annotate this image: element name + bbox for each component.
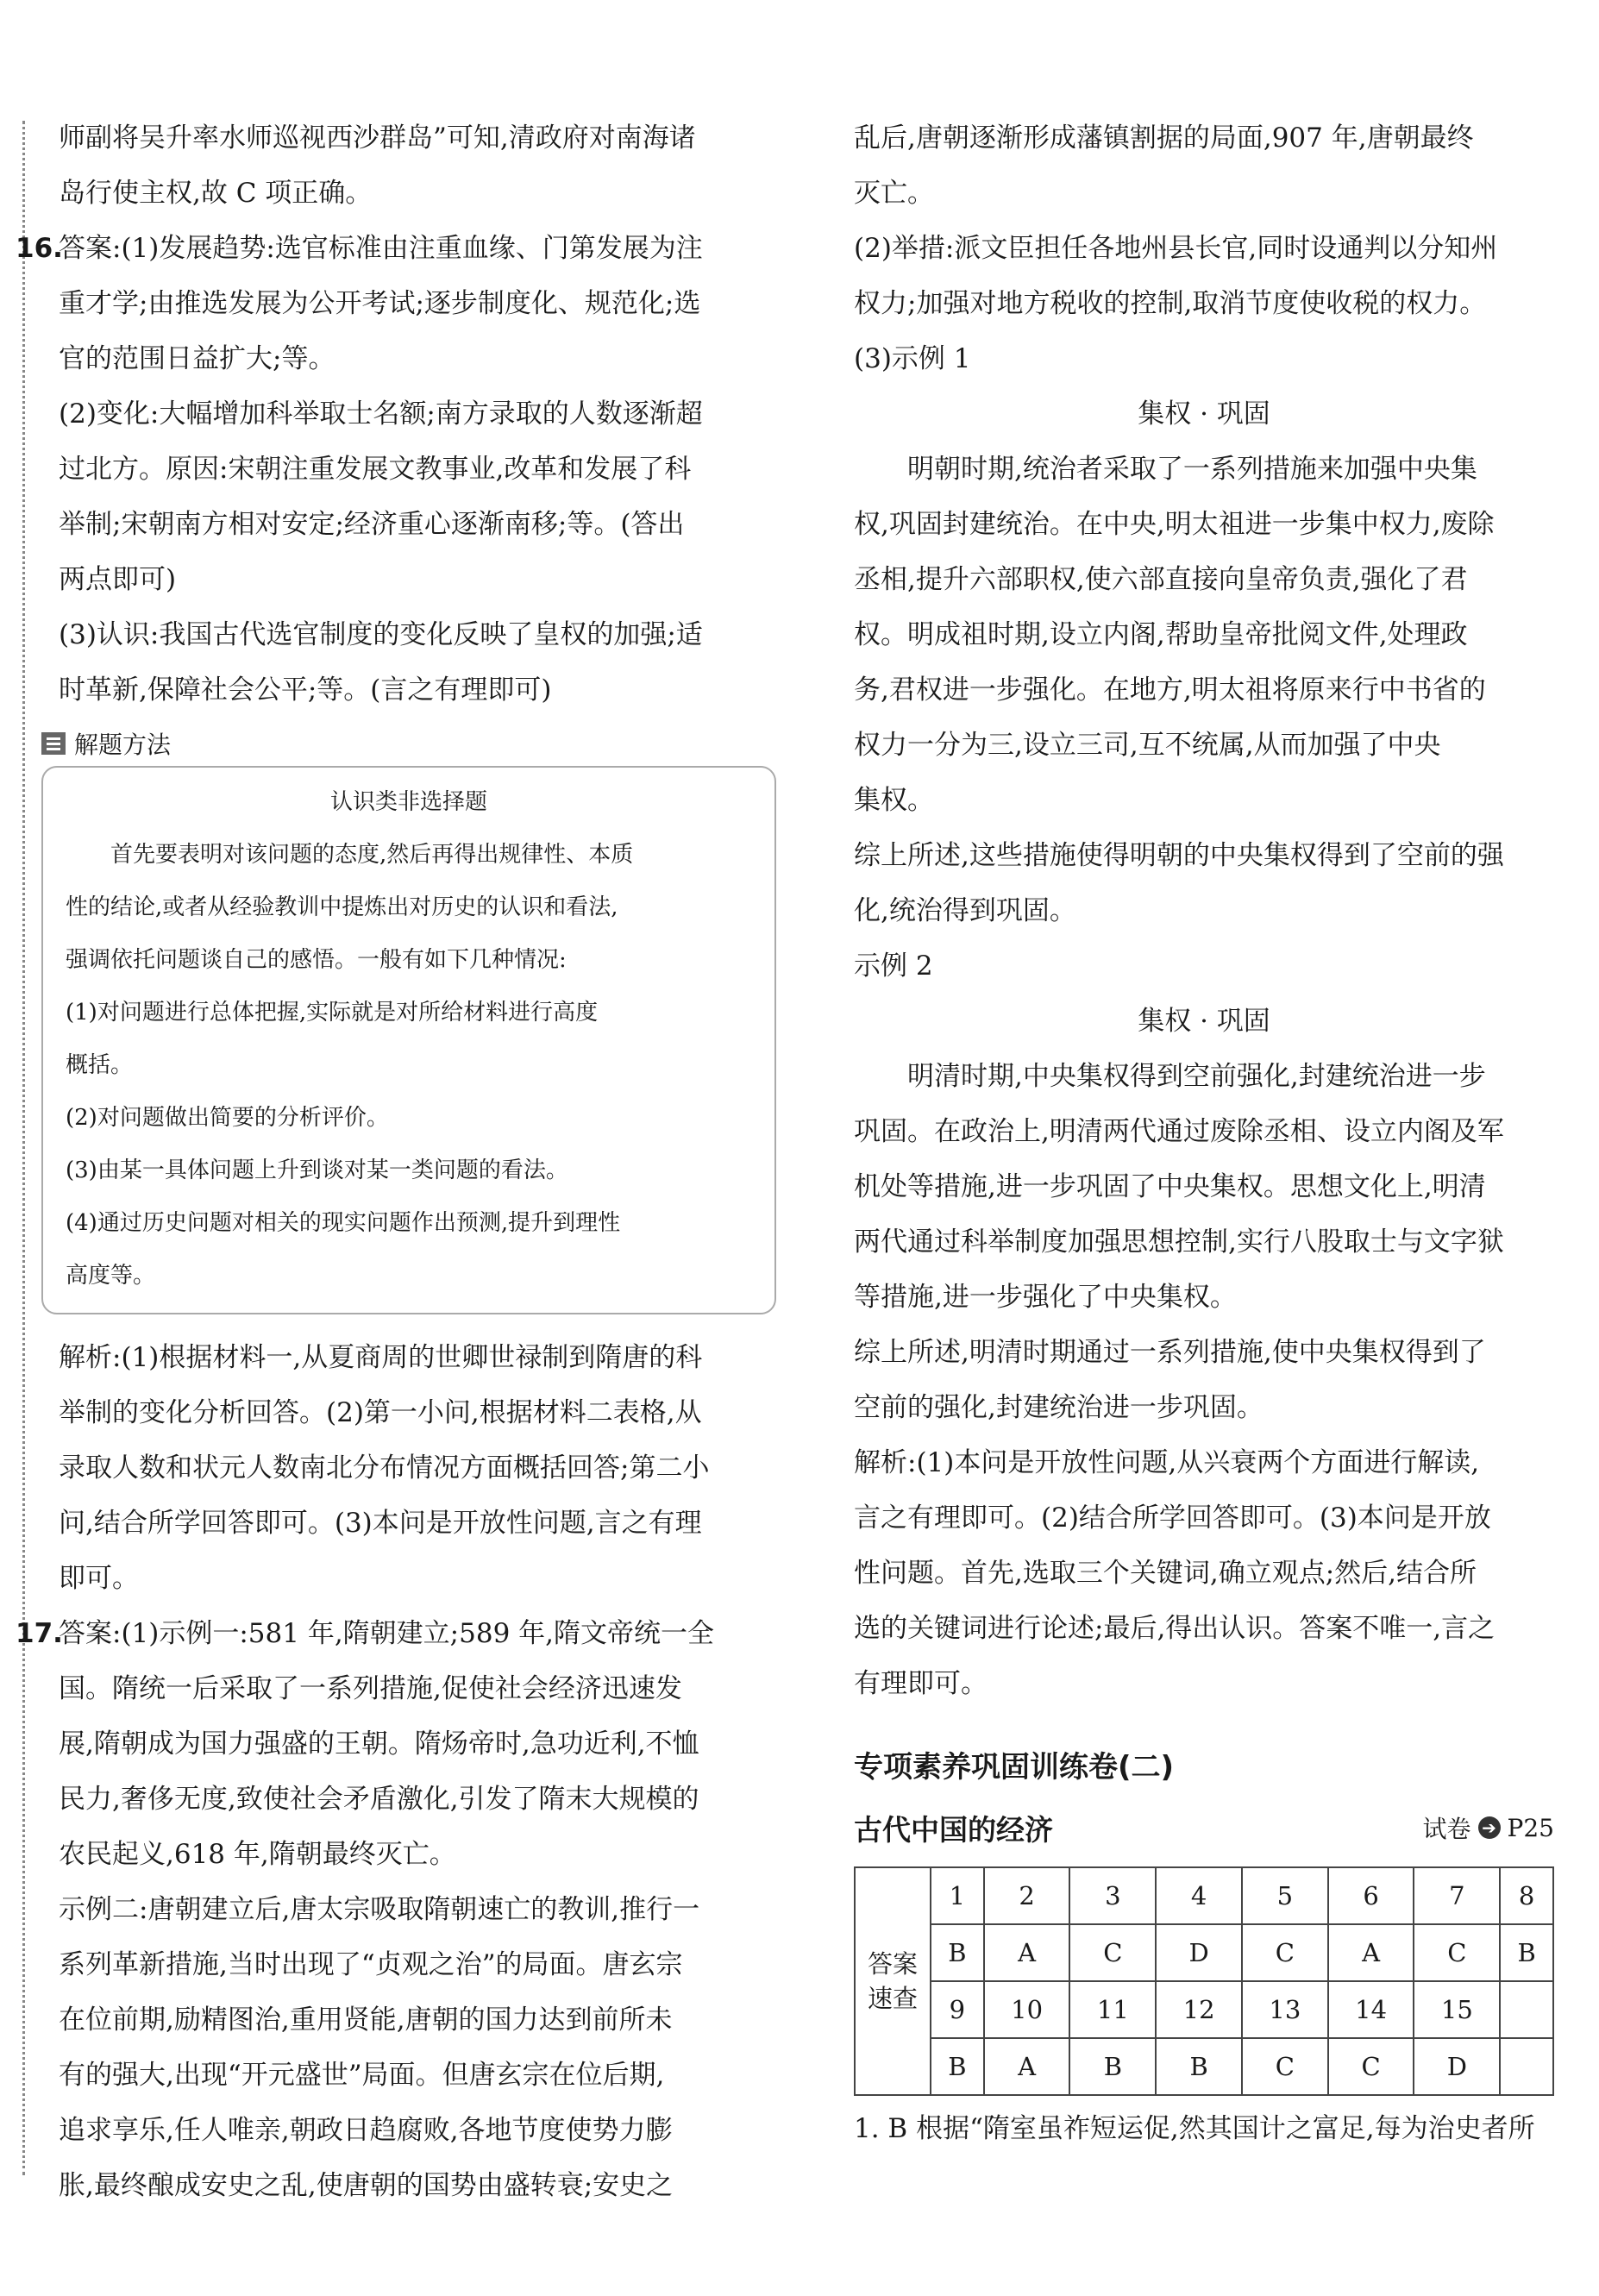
table-cell: 13 <box>1242 1981 1328 2038</box>
answer-line: 官的范围日益扩大;等。 <box>59 343 335 374</box>
answer-table <box>854 1866 1554 2096</box>
text-line: 岛行使主权,故 C 项正确。 <box>59 178 373 209</box>
table-cell: A <box>984 1924 1070 1981</box>
answer-line: 答案:(1)发展趋势:选官标准由注重血缘、门第发展为注 <box>59 233 703 264</box>
page-reference <box>1423 1810 1554 1845</box>
answer-line: 国。隋统一后采取了一系列措施,促使社会经济迅速发 <box>59 1673 682 1704</box>
table-row <box>855 1867 1553 1924</box>
summary-line: 空前的强化,封建统治进一步巩固。 <box>854 1392 1264 1423</box>
answer-line: 时革新,保障社会公平;等。(言之有理即可) <box>59 674 552 706</box>
table-cell: 10 <box>984 1981 1070 2038</box>
table-cell: D <box>1156 1924 1242 1981</box>
method-line: 性的结论,或者从经验教训中提炼出对历史的认识和看法, <box>66 894 618 920</box>
analysis-line: 解析:(1)本问是开放性问题,从兴衰两个方面进行解读, <box>854 1447 1480 1478</box>
example-1-essay <box>854 442 1554 828</box>
table-cell <box>1500 1981 1553 2038</box>
answer-line: (3)示例 1 <box>854 343 971 374</box>
analysis-17 <box>854 1435 1554 1711</box>
answer-17-continued <box>854 110 1554 386</box>
method-heading <box>41 725 776 762</box>
answer-line: 农民起义,618 年,隋朝最终灭亡。 <box>59 1839 456 1870</box>
table-cell: 2 <box>984 1867 1070 1924</box>
method-title: 认识类非选择题 <box>329 789 487 815</box>
table-cell: 7 <box>1414 1867 1500 1924</box>
table-cell: B <box>931 2038 984 2095</box>
table-cell <box>1500 2038 1553 2095</box>
analysis-line: 问,结合所学回答即可。(3)本问是开放性问题,言之有理 <box>59 1508 702 1539</box>
table-row <box>855 1924 1553 1981</box>
essay-line: 丞相,提升六部职权,使六部直接向皇帝负责,强化了君 <box>854 564 1468 595</box>
intro-text <box>41 110 776 221</box>
essay-line: 两代通过科举制度加强思想控制,实行八股取士与文字狱 <box>854 1226 1504 1258</box>
table-cell: A <box>984 2038 1070 2095</box>
answer-line: (2)举措:派文臣担任各地州县长官,同时设通判以分知州 <box>854 233 1498 264</box>
essay-line: 明朝时期,统治者采取了一系列措施来加强中央集 <box>907 454 1477 485</box>
analysis-line: 性问题。首先,选取三个关键词,确立观点;然后,结合所 <box>854 1558 1477 1589</box>
essay-line: 权,巩固封建统治。在中央,明太祖进一步集中权力,废除 <box>854 509 1495 540</box>
book-icon <box>41 732 66 755</box>
table-cell: B <box>931 1924 984 1981</box>
analysis-line: 选的关键词进行论述;最后,得出认识。答案不唯一,言之 <box>854 1613 1496 1644</box>
example-2-label: 示例 2 <box>854 950 933 982</box>
table-cell: C <box>1069 1924 1156 1981</box>
summary-line: 化,统治得到巩固。 <box>854 895 1076 926</box>
essay-line: 等措施,进一步强化了中央集权。 <box>854 1282 1237 1313</box>
table-row <box>855 2038 1553 2095</box>
question-number: 16. <box>16 233 63 264</box>
arrow-right-icon: ➔ <box>1478 1816 1501 1839</box>
question-number: 17. <box>16 1618 63 1649</box>
example-2-summary <box>854 1325 1554 1435</box>
method-line: (3)由某一具体问题上升到谈对某一类问题的看法。 <box>66 1157 568 1183</box>
example-2-title: 集权 · 巩固 <box>1138 1006 1270 1037</box>
right-column <box>854 110 1554 2156</box>
analysis-line: 解析:(1)根据材料一,从夏商周的世卿世禄制到隋唐的科 <box>59 1342 703 1373</box>
answer-line: 展,隋朝成为国力强盛的王朝。隋炀帝时,急功近利,不恤 <box>59 1728 699 1760</box>
text-line: 师副将吴升率水师巡视西沙群岛”可知,清政府对南海诸 <box>59 122 696 154</box>
analysis-line: 有理即可。 <box>854 1668 988 1699</box>
table-cell: B <box>1069 2038 1156 2095</box>
table-cell: 14 <box>1328 1981 1414 2038</box>
summary-line: 综上所述,这些措施使得明朝的中央集权得到了空前的强 <box>854 840 1504 871</box>
essay-line: 权。明成祖时期,设立内阁,帮助皇帝批阅文件,处理政 <box>854 619 1468 650</box>
answer-line: 过北方。原因:宋朝注重发展文教事业,改革和发展了科 <box>59 454 692 485</box>
method-line: (2)对问题做出简要的分析评价。 <box>66 1105 389 1131</box>
analysis-line: 言之有理即可。(2)结合所学回答即可。(3)本问是开放 <box>854 1502 1491 1534</box>
analysis-line: 举制的变化分析回答。(2)第一小问,根据材料二表格,从 <box>59 1397 702 1428</box>
method-line: 首先要表明对该问题的态度,然后再得出规律性、本质 <box>110 842 634 868</box>
answer-line: 胀,最终酿成安史之乱,使唐朝的国势由盛转衰;安史之 <box>59 2170 674 2201</box>
answer-line: 权力;加强对地方税收的控制,取消节度使收税的权力。 <box>854 288 1487 319</box>
table-cell: B <box>1156 2038 1242 2095</box>
example-1-title: 集权 · 巩固 <box>1138 398 1270 430</box>
answer-line: 举制;宋朝南方相对安定;经济重心逐渐南移;等。(答出 <box>59 509 685 540</box>
analysis-16 <box>41 1330 776 1606</box>
answer-line: 在位前期,励精图治,重用贤能,唐朝的国力达到前所未 <box>59 2004 673 2036</box>
table-cell: 12 <box>1156 1981 1242 2038</box>
section-subheader <box>854 1797 1554 1858</box>
left-column <box>16 110 776 2213</box>
answer-line: 两点即可) <box>59 564 177 595</box>
answer-line: 民力,奢侈无度,致使社会矛盾激化,引发了隋末大规模的 <box>59 1784 699 1815</box>
table-cell: A <box>1328 1924 1414 1981</box>
table-cell: B <box>1500 1924 1553 1981</box>
table-cell: 11 <box>1069 1981 1156 2038</box>
essay-line: 集权。 <box>854 785 934 816</box>
section-subtitle: 古代中国的经济 <box>854 1812 1053 1847</box>
table-cell: 4 <box>1156 1867 1242 1924</box>
method-line: (1)对问题进行总体把握,实际就是对所给材料进行高度 <box>66 1000 599 1026</box>
essay-line: 巩固。在政治上,明清两代通过废除丞相、设立内阁及军 <box>854 1116 1504 1147</box>
question-17 <box>16 1606 776 2213</box>
answer-line: 有的强大,出现“开元盛世”局面。但唐玄宗在位后期, <box>59 2060 665 2091</box>
answer-line: 系列革新措施,当时出现了“贞观之治”的局面。唐玄宗 <box>59 1949 683 1980</box>
answer-line: 示例二:唐朝建立后,唐太宗吸取隋朝速亡的教训,推行一 <box>59 1894 700 1925</box>
section-title: 专项素养巩固训练卷(二) <box>854 1750 1175 1785</box>
table-cell: 8 <box>1500 1867 1553 1924</box>
question-16 <box>16 221 776 718</box>
table-cell: 1 <box>931 1867 984 1924</box>
table-cell: C <box>1328 2038 1414 2095</box>
method-text <box>66 829 752 1302</box>
answer-line: (3)认识:我国古代选官制度的变化反映了皇权的加强;适 <box>59 619 703 650</box>
summary-line: 综上所述,明清时期通过一系列措施,使中央集权得到了 <box>854 1337 1486 1368</box>
answer-line: 灭亡。 <box>854 178 934 209</box>
method-line: (4)通过历史问题对相关的现实问题作出预测,提升到理性 <box>66 1210 621 1236</box>
method-box <box>41 766 776 1314</box>
answer-line: 答案:(1)示例一:581 年,隋朝建立;589 年,隋文帝统一全 <box>59 1618 714 1649</box>
ref-page: P25 <box>1507 1813 1554 1842</box>
answer-line: 乱后,唐朝逐渐形成藩镇割据的局面,907 年,唐朝最终 <box>854 122 1474 154</box>
table-cell: D <box>1414 2038 1500 2095</box>
analysis-line: 录取人数和状元人数南北分布情况方面概括回答;第二小 <box>59 1452 710 1484</box>
essay-line: 务,君权进一步强化。在地方,明太祖将原来行中书省的 <box>854 674 1486 706</box>
example-2-essay <box>854 1049 1554 1325</box>
method-line: 高度等。 <box>66 1263 156 1289</box>
table-label: 答案速查 <box>855 1867 931 2095</box>
table-cell: 5 <box>1242 1867 1328 1924</box>
binding-margin-line <box>22 121 25 2175</box>
table-cell: 6 <box>1328 1867 1414 1924</box>
answer-1: 1. B 根据“隋室虽祚短运促,然其国计之富足,每为治史者所 <box>854 2113 1535 2144</box>
table-cell: 3 <box>1069 1867 1156 1924</box>
answer-line: 追求享乐,任人唯亲,朝政日趋腐败,各地节度使势力膨 <box>59 2115 673 2146</box>
essay-line: 机处等措施,进一步巩固了中央集权。思想文化上,明清 <box>854 1171 1486 1202</box>
method-line: 强调依托问题谈自己的感悟。一般有如下几种情况: <box>66 947 567 973</box>
table-cell: C <box>1242 2038 1328 2095</box>
method-line: 概括。 <box>66 1052 134 1078</box>
table-cell: C <box>1414 1924 1500 1981</box>
table-cell: 15 <box>1414 1981 1500 2038</box>
answer-line: 重才学;由推选发展为公开考试;逐步制度化、规范化;选 <box>59 288 701 319</box>
essay-line: 明清时期,中央集权得到空前强化,封建统治进一步 <box>907 1061 1486 1092</box>
analysis-line: 即可。 <box>59 1563 139 1594</box>
ref-label: 试卷 <box>1422 1815 1471 1843</box>
table-cell: C <box>1242 1924 1328 1981</box>
method-heading-label: 解题方法 <box>74 731 172 759</box>
answer-line: (2)变化:大幅增加科举取士名额;南方录取的人数逐渐超 <box>59 398 703 430</box>
example-1-summary <box>854 828 1554 938</box>
table-row <box>855 1981 1553 2038</box>
table-cell: 9 <box>931 1981 984 2038</box>
essay-line: 权力一分为三,设立三司,互不统属,从而加强了中央 <box>854 730 1441 761</box>
